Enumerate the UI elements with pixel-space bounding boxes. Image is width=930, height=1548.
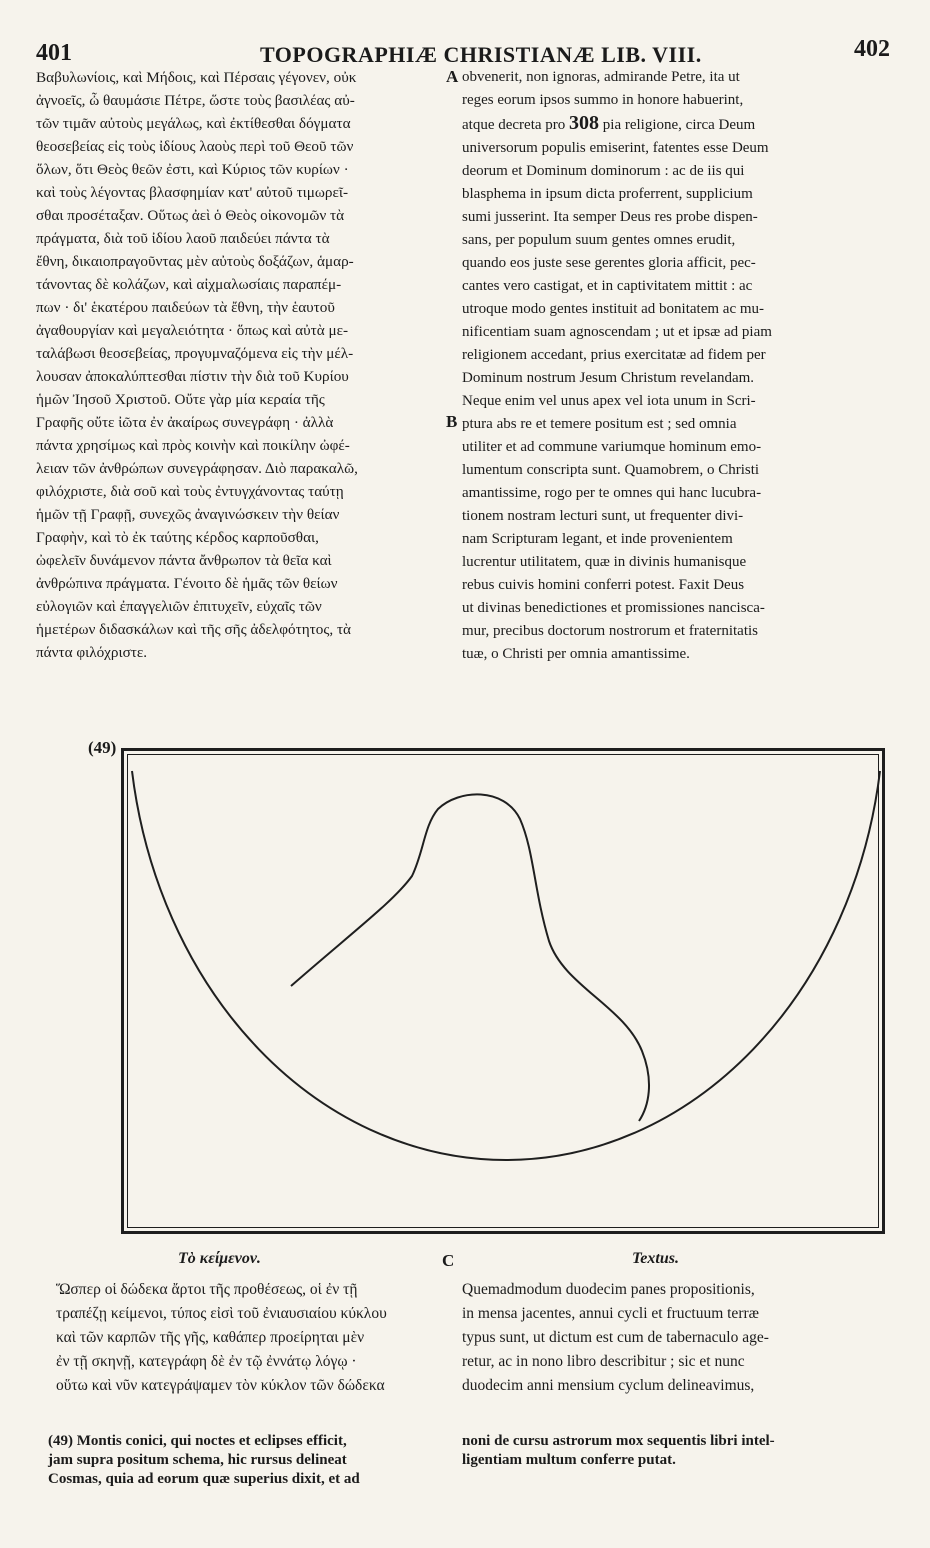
latin-text-line: quando eos juste sese gerentes gloria afficit, pec- (462, 255, 756, 271)
latin-text-line: lumentum conscripta sunt. Quamobrem, o Christi (462, 462, 760, 478)
mountain-outline (291, 794, 649, 1121)
greek-text-line: τάνοντας δὲ κολάζων, καὶ αἰχμαλωσίαις παραπέμ- (36, 276, 342, 293)
latin-text-line: Dominum nostrum Jesum Christum revelandam. (462, 370, 755, 386)
marker-b: B (446, 412, 458, 431)
latin-text-line: blasphema in ipsum dicta proferrent, supplicium (462, 186, 753, 202)
figure-frame (121, 748, 885, 1234)
greek-text-line: ἔθνη, δικαιοπραγοῦντας μὲν αὐτοὺς δοξάζων, ἁμαρ- (36, 253, 354, 270)
running-title: TOPOGRAPHIÆ CHRISTIANÆ LIB. VIII. (260, 42, 702, 67)
latin-section-heading: Textus. (632, 1250, 679, 1267)
greek-text-line: ὅλων, ὅτι Θεὸς θεῶν ἐστι, καὶ Κύριος τῶν κυρίων · (36, 161, 349, 178)
latin-text-line: duodecim anni mensium cyclum delineavimus, (462, 1377, 755, 1394)
greek-text-line: Βαβυλωνίοις, καὶ Μήδοις, καὶ Πέρσαις γέγονεν, οὐκ (36, 69, 357, 86)
greek-text-line: ἐν τῇ σκηνῇ, κατεγράφη δὲ ἐν τῷ ἐννάτῳ λόγῳ · (56, 1353, 357, 1370)
greek-text-line: ἡμετέρων διδασκάλων καὶ τῆς σῆς ἀδελφότητος, τὰ (36, 621, 352, 638)
mountain-diagram (124, 751, 888, 1237)
latin-text-line: religionem accedant, prius exercitatæ ad fidem per (462, 347, 766, 363)
greek-text-line: οὕτω καὶ νῦν κατεγράψαμεν τὸν κύκλον τῶν δώδεκα (56, 1377, 385, 1394)
greek-text-line: Γραφὴν, καὶ τὸ ἐκ ταύτης κέρδος καρποῦσθαι, (36, 529, 319, 546)
latin-text-line: atque decreta pro (462, 117, 566, 133)
latin-text-line: cantes vero castigat, et in captivitatem mittit : ac (462, 278, 753, 294)
greek-text-line: ταλάβωσι θεοσεβείας, προγυμναζόμενα εἰς τὴν μέλ- (36, 345, 354, 362)
column-number: 308 (569, 112, 600, 134)
greek-text-line: καὶ τοὺς λέγοντας βλασφημίαν κατ' αὐτοῦ τιμωρεῖ- (36, 184, 348, 201)
page-header (30, 36, 890, 67)
latin-text-line: lucrentur utilitatem, quæ in divinis humanisque (462, 554, 747, 570)
footnote-line: ligentiam multum conferre putat. (462, 1452, 676, 1468)
latin-text-line: ptura abs re et temere positum est ; sed omnia (462, 416, 737, 432)
latin-text-line: universorum populis emiserint, fatentes esse Deum (462, 140, 769, 156)
lower-latin-text (462, 1278, 769, 1398)
latin-text-line: rebus cuivis homini conferri potest. Faxit Deus (462, 577, 745, 593)
footnote-right (462, 1432, 775, 1470)
latin-text-line: amantissime, rogo per te omnes qui hanc lucubra- (462, 485, 762, 501)
latin-text-line: sumi jusserint. Ita semper Deus res probe dispen- (462, 209, 758, 225)
greek-column (36, 66, 446, 664)
latin-column (462, 66, 880, 666)
greek-text-line: καὶ τῶν καρπῶν τῆς γῆς, καθάπερ προείρηται μὲν (56, 1329, 365, 1346)
greek-text-line: ἀνθρώπινα πράγματα. Γένοιτο δὲ ἡμᾶς τῶν θείων (36, 575, 338, 592)
greek-text-line: πάντα φιλόχριστε. (36, 644, 148, 661)
footnote-line: noni de cursu astrorum mox sequentis libri intel- (462, 1433, 775, 1449)
latin-text-line: nificentiam suam agnoscendam ; ut et ipsæ ad piam (462, 324, 772, 340)
greek-text-line: ἀγαθουργίαν καὶ μεγαλειότητα · ὅπως καὶ αὐτὰ με- (36, 322, 349, 339)
greek-text-line: φιλόχριστε, διὰ σοῦ καὶ τοὺς ἐντυγχάνοντας ταύτῃ (36, 483, 344, 500)
greek-text-line: τῶν τιμᾶν αὐτοὺς μεγάλως, καὶ ἐκτίθεσθαι δόγματα (36, 115, 351, 132)
latin-text-line (462, 112, 880, 137)
greek-text-line: λειαν τῶν ἀνθρώπων συνεγράφησαν. Διὸ παρακαλῶ, (36, 460, 358, 477)
page-number-left: 401 (36, 40, 72, 66)
greek-text-line: τραπέζῃ κείμενοι, τύπος εἰσὶ τοῦ ἐνιαυσιαίου κύκλου (56, 1305, 387, 1322)
footnote-line: (49) Montis conici, qui noctes et eclipses efficit, (48, 1433, 347, 1449)
greek-text-line: εὐλογιῶν καὶ ἐπαγγελιῶν ἐπιτυχεῖν, εὐχαῖς τῶν (36, 598, 322, 615)
latin-text-line: Quemadmodum duodecim panes propositionis, (462, 1281, 755, 1298)
latin-text-line: sans, per populum suum gentes omnes erudit, (462, 232, 736, 248)
latin-text-line: in mensa jacentes, annui cycli et fructuum terræ (462, 1305, 759, 1322)
latin-text-line: deorum et Dominum dominorum : ac de iis qui (462, 163, 745, 179)
greek-text-line: ἡμῶν Ἰησοῦ Χριστοῦ. Οὔτε γὰρ μία κεραία τῆς (36, 391, 325, 408)
footnote-left (48, 1432, 360, 1489)
hemisphere-arc (132, 771, 880, 1160)
latin-text-line: typus sunt, ut dictum est cum de tabernaculo age- (462, 1329, 769, 1346)
greek-text-line: σθαι προσέταξαν. Οὕτως ἀεὶ ὁ Θεὸς οἰκονομῶν τὰ (36, 207, 345, 224)
greek-text-line: πων · δι' ἑκατέρου παιδεύων τὰ ἔθνη, τὴν ἑαυτοῦ (36, 299, 335, 316)
latin-text-line: obvenerit, non ignoras, admirande Petre, ita ut (462, 69, 740, 85)
latin-text-line: Neque enim vel unus apex vel iota unum in Scri- (462, 393, 756, 409)
latin-text-line: utiliter et ad commune variumque hominum emo- (462, 439, 762, 455)
latin-text-line: ut divinas benedictiones et promissiones nancisca- (462, 600, 765, 616)
greek-text-line: πάντα χρησίμως καὶ πρὸς κοινὴν καὶ ποικίλην ὠφέ- (36, 437, 350, 454)
latin-text-line: tuæ, o Christi per omnia amantissime. (462, 646, 690, 662)
latin-text-line: utroque modo gentes instituit ad bonitatem ac mu- (462, 301, 765, 317)
greek-section-heading: Τὸ κείμενον. (178, 1250, 261, 1267)
greek-text-line: ὠφελεῖν δυνάμενον πάντα ἄνθρωπον τὰ θεῖα καὶ (36, 552, 332, 569)
greek-text-line: ἡμῶν τῇ Γραφῇ, συνεχῶς ἀναγινώσκειν τὴν θείαν (36, 506, 340, 523)
greek-text-line: θεοσεβείας εἰς τοὺς ἰδίους λαοὺς περὶ τοῦ Θεοῦ τῶν (36, 138, 354, 155)
figure-label: (49) (88, 738, 117, 757)
greek-text-line: πράγματα, διὰ τοῦ ἰδίου λαοῦ παιδεύει πάντα τὰ (36, 230, 330, 247)
marker-a: A (446, 67, 459, 86)
latin-text-line: reges eorum ipsos summo in honore habuerint, (462, 92, 744, 108)
page-number-right: 402 (854, 36, 890, 62)
marker-c: C (442, 1251, 455, 1270)
latin-text-line: nam Scripturam legant, et inde provenientem (462, 531, 733, 547)
latin-text-line: tionem nostram lecturi sunt, ut frequenter divi- (462, 508, 744, 524)
lower-greek-text (56, 1278, 387, 1398)
latin-text-line: pia religione, circa Deum (599, 117, 756, 133)
greek-text-line: λουσαν ἀποκαλύπτεσθαι πίστιν τὴν διὰ τοῦ Κυρίου (36, 368, 349, 385)
greek-text-line: Ὥσπερ οἱ δώδεκα ἄρτοι τῆς προθέσεως, οἱ ἐν τῇ (56, 1281, 358, 1298)
footnote-line: Cosmas, quia ad eorum quæ superius dixit, et ad (48, 1471, 360, 1487)
footnote-line: jam supra positum schema, hic rursus delineat (48, 1452, 347, 1468)
latin-text-line: mur, precibus doctorum nostrorum et fraternitatis (462, 623, 758, 639)
latin-text-line: retur, ac in nono libro describitur ; sic et nunc (462, 1353, 745, 1370)
greek-text-line: ἀγνοεῖς, ὦ θαυμάσιε Πέτρε, ὥστε τοὺς βασιλέας αὐ- (36, 92, 355, 109)
greek-text-line: Γραφῆς οὔτε ἰῶτα ἐν ἀκαίρως συνεγράφη · ἀλλὰ (36, 414, 334, 431)
